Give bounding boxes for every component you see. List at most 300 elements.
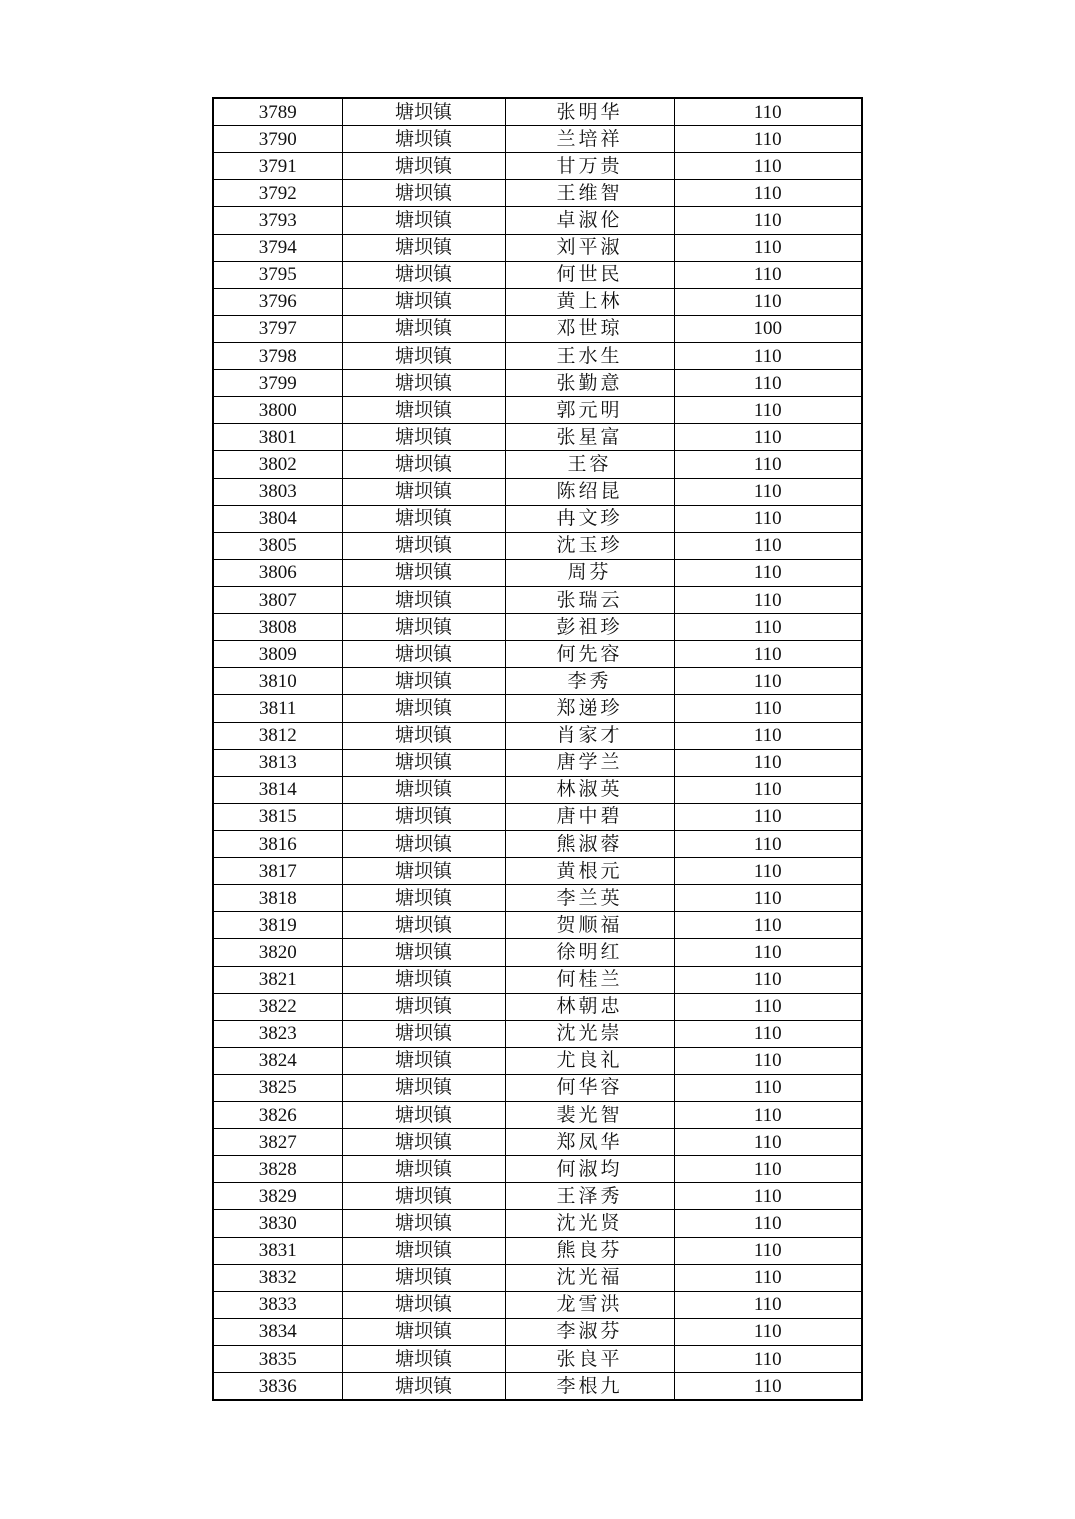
amount-cell [674,1264,862,1291]
table-row [213,180,862,207]
amount-cell [674,858,862,885]
amount-cell-text: 110 [753,1104,782,1126]
person-name-cell-text: 刘平淑 [556,237,623,259]
row-number-cell-text: 3794 [258,237,297,259]
town-cell-text: 塘坝镇 [394,481,452,503]
table-row [213,668,862,695]
town-cell-text: 塘坝镇 [394,1131,452,1153]
amount-cell-text: 110 [753,1077,782,1099]
town-cell [342,234,505,261]
person-name-cell [505,234,674,261]
row-number-cell-text: 3835 [258,1348,297,1370]
amount-cell-text: 110 [753,887,782,909]
person-name-cell [505,586,674,613]
town-cell [342,370,505,397]
table-row [213,1074,862,1101]
person-name-cell [505,912,674,939]
town-cell [342,342,505,369]
row-number-cell [213,1346,342,1373]
person-name-cell [505,966,674,993]
row-number-cell [213,98,342,126]
table-row [213,559,862,586]
person-name-cell-text: 卓淑伦 [556,209,623,231]
row-number-cell [213,1237,342,1264]
person-name-cell [505,1183,674,1210]
person-name-cell [505,1318,674,1345]
amount-cell [674,288,862,315]
row-number-cell-text: 3827 [258,1131,297,1153]
town-cell-text: 塘坝镇 [394,616,452,638]
person-name-cell-text: 李淑芬 [556,1321,623,1343]
table-row [213,1318,862,1345]
amount-cell-text: 110 [753,914,782,936]
person-name-cell [505,1047,674,1074]
table-row [213,1102,862,1129]
amount-cell-text: 110 [753,481,782,503]
row-number-cell-text: 3791 [258,155,297,177]
person-name-cell-text: 郑递珍 [556,697,623,719]
row-number-cell-text: 3819 [258,914,297,936]
amount-cell [674,261,862,288]
row-number-cell-text: 3820 [258,941,297,963]
town-cell-text: 塘坝镇 [394,372,452,394]
amount-cell-text: 110 [753,1131,782,1153]
person-name-cell-text: 尤良礼 [556,1050,623,1072]
person-name-cell-text: 黄上林 [556,291,623,313]
row-number-cell [213,532,342,559]
row-number-cell-text: 3806 [258,562,297,584]
person-name-cell-text: 贺顺福 [556,914,623,936]
row-number-cell-text: 3811 [259,697,297,719]
row-number-cell [213,966,342,993]
person-name-cell [505,505,674,532]
table-row [213,288,862,315]
town-cell-text: 塘坝镇 [394,1023,452,1045]
row-number-cell-text: 3824 [258,1050,297,1072]
amount-cell-text: 110 [753,643,782,665]
town-cell-text: 塘坝镇 [394,155,452,177]
person-name-cell-text: 张星富 [556,426,623,448]
row-number-cell-text: 3789 [258,101,297,123]
roster-table [212,97,863,1401]
town-cell-text: 塘坝镇 [394,670,452,692]
amount-cell [674,1291,862,1318]
amount-cell-text: 110 [753,941,782,963]
person-name-cell [505,885,674,912]
table-row [213,966,862,993]
person-name-cell [505,1156,674,1183]
row-number-cell [213,505,342,532]
town-cell [342,1318,505,1345]
person-name-cell-text: 林朝忠 [556,996,623,1018]
row-number-cell [213,424,342,451]
row-number-cell-text: 3808 [258,616,297,638]
town-cell-text: 塘坝镇 [394,1294,452,1316]
row-number-cell-text: 3829 [258,1185,297,1207]
amount-cell-text: 110 [753,697,782,719]
town-cell [342,722,505,749]
row-number-cell-text: 3822 [258,996,297,1018]
row-number-cell [213,993,342,1020]
row-number-cell-text: 3834 [258,1321,297,1343]
person-name-cell [505,939,674,966]
row-number-cell-text: 3812 [258,725,297,747]
row-number-cell-text: 3795 [258,264,297,286]
person-name-cell-text: 邓世琼 [556,318,623,340]
town-cell-text: 塘坝镇 [394,996,452,1018]
town-cell-text: 塘坝镇 [394,426,452,448]
town-cell [342,397,505,424]
person-name-cell-text: 周芬 [567,562,612,584]
town-cell-text: 塘坝镇 [394,182,452,204]
row-number-cell-text: 3801 [258,426,297,448]
amount-cell [674,1074,862,1101]
row-number-cell-text: 3821 [258,969,297,991]
amount-cell [674,532,862,559]
town-cell-text: 塘坝镇 [394,264,452,286]
person-name-cell [505,207,674,234]
table-row [213,153,862,180]
amount-cell [674,505,862,532]
amount-cell [674,1102,862,1129]
town-cell-text: 塘坝镇 [394,914,452,936]
amount-cell-text: 110 [753,399,782,421]
amount-cell-text: 110 [753,589,782,611]
row-number-cell [213,451,342,478]
amount-cell-text: 110 [753,616,782,638]
table-row [213,614,862,641]
row-number-cell [213,641,342,668]
amount-cell [674,749,862,776]
amount-cell-text: 110 [753,453,782,475]
town-cell [342,1210,505,1237]
table-row [213,1291,862,1318]
table-row [213,98,862,126]
table-row [213,315,862,342]
town-cell-text: 塘坝镇 [394,209,452,231]
row-number-cell-text: 3830 [258,1213,297,1235]
amount-cell-text: 110 [753,209,782,231]
amount-cell-text: 110 [753,1240,782,1262]
town-cell-text: 塘坝镇 [394,291,452,313]
town-cell [342,1156,505,1183]
row-number-cell [213,749,342,776]
town-cell-text: 塘坝镇 [394,345,452,367]
amount-cell [674,234,862,261]
amount-cell-text: 100 [753,318,782,340]
amount-cell-text: 110 [753,345,782,367]
amount-cell [674,695,862,722]
table-row [213,532,862,559]
row-number-cell [213,1020,342,1047]
town-cell [342,1264,505,1291]
person-name-cell-text: 兰培祥 [556,128,623,150]
row-number-cell [213,939,342,966]
table-row [213,1156,862,1183]
town-cell-text: 塘坝镇 [394,860,452,882]
row-number-cell [213,614,342,641]
row-number-cell-text: 3803 [258,481,297,503]
row-number-cell-text: 3816 [258,833,297,855]
person-name-cell-text: 熊淑蓉 [556,833,623,855]
town-cell [342,641,505,668]
row-number-cell-text: 3817 [258,860,297,882]
person-name-cell [505,1237,674,1264]
town-cell [342,939,505,966]
row-number-cell [213,1074,342,1101]
person-name-cell-text: 王容 [567,453,612,475]
town-cell [342,1129,505,1156]
amount-cell-text: 110 [753,806,782,828]
person-name-cell [505,532,674,559]
amount-cell [674,1183,862,1210]
person-name-cell [505,342,674,369]
person-name-cell [505,180,674,207]
amount-cell-text: 110 [753,237,782,259]
amount-cell-text: 110 [753,128,782,150]
row-number-cell-text: 3813 [258,752,297,774]
row-number-cell [213,1210,342,1237]
amount-cell-text: 110 [753,1023,782,1045]
person-name-cell-text: 沈光福 [556,1267,623,1289]
person-name-cell [505,749,674,776]
amount-cell [674,1346,862,1373]
person-name-cell [505,1102,674,1129]
person-name-cell [505,153,674,180]
table-row [213,234,862,261]
amount-cell-text: 110 [753,670,782,692]
person-name-cell [505,1074,674,1101]
amount-cell [674,478,862,505]
town-cell-text: 塘坝镇 [394,535,452,557]
amount-cell [674,153,862,180]
amount-cell [674,668,862,695]
table-row [213,885,862,912]
person-name-cell [505,830,674,857]
amount-cell [674,126,862,153]
person-name-cell [505,668,674,695]
person-name-cell [505,315,674,342]
amount-cell-text: 110 [753,372,782,394]
town-cell-text: 塘坝镇 [394,643,452,665]
amount-cell-text: 110 [753,996,782,1018]
amount-cell [674,803,862,830]
town-cell-text: 塘坝镇 [394,128,452,150]
row-number-cell-text: 3825 [258,1077,297,1099]
row-number-cell-text: 3798 [258,345,297,367]
row-number-cell [213,1047,342,1074]
person-name-cell-text: 何先容 [556,643,623,665]
amount-cell-text: 110 [753,291,782,313]
amount-cell-text: 110 [753,1294,782,1316]
person-name-cell-text: 王水生 [556,345,623,367]
table-row [213,424,862,451]
town-cell [342,858,505,885]
amount-cell-text: 110 [753,508,782,530]
amount-cell [674,586,862,613]
amount-cell-text: 110 [753,752,782,774]
table-row [213,1373,862,1401]
row-number-cell-text: 3814 [258,779,297,801]
table-row [213,478,862,505]
amount-cell-text: 110 [753,725,782,747]
amount-cell-text: 110 [753,860,782,882]
row-number-cell-text: 3828 [258,1158,297,1180]
town-cell-text: 塘坝镇 [394,1321,452,1343]
person-name-cell-text: 郑凤华 [556,1131,623,1153]
amount-cell-text: 110 [753,1185,782,1207]
row-number-cell-text: 3802 [258,453,297,475]
town-cell-text: 塘坝镇 [394,969,452,991]
town-cell-text: 塘坝镇 [394,806,452,828]
town-cell [342,1346,505,1373]
person-name-cell-text: 林淑英 [556,779,623,801]
amount-cell-text: 110 [753,155,782,177]
town-cell [342,586,505,613]
person-name-cell-text: 何世民 [556,264,623,286]
person-name-cell-text: 何淑均 [556,1158,623,1180]
row-number-cell [213,478,342,505]
town-cell [342,966,505,993]
person-name-cell-text: 唐学兰 [556,752,623,774]
person-name-cell [505,98,674,126]
table-row [213,126,862,153]
person-name-cell-text: 唐中碧 [556,806,623,828]
table-row [213,993,862,1020]
row-number-cell-text: 3836 [258,1375,297,1397]
town-cell-text: 塘坝镇 [394,1158,452,1180]
amount-cell [674,776,862,803]
town-cell [342,478,505,505]
table-row [213,1047,862,1074]
person-name-cell-text: 彭祖珍 [556,616,623,638]
amount-cell-text: 110 [753,264,782,286]
table-row [213,397,862,424]
person-name-cell [505,858,674,885]
town-cell [342,1074,505,1101]
town-cell-text: 塘坝镇 [394,697,452,719]
row-number-cell [213,586,342,613]
row-number-cell-text: 3793 [258,209,297,231]
row-number-cell-text: 3818 [258,887,297,909]
person-name-cell-text: 甘万贵 [556,155,623,177]
table-row [213,261,862,288]
town-cell-text: 塘坝镇 [394,1240,452,1262]
table-row [213,722,862,749]
town-cell [342,207,505,234]
town-cell [342,1047,505,1074]
amount-cell [674,1020,862,1047]
amount-cell [674,397,862,424]
row-number-cell [213,153,342,180]
amount-cell [674,451,862,478]
town-cell [342,532,505,559]
person-name-cell-text: 沈玉珍 [556,535,623,557]
table-row [213,586,862,613]
person-name-cell [505,776,674,803]
row-number-cell [213,668,342,695]
row-number-cell-text: 3831 [258,1240,297,1262]
table-row [213,342,862,369]
person-name-cell [505,424,674,451]
amount-cell [674,342,862,369]
town-cell-text: 塘坝镇 [394,237,452,259]
amount-cell [674,180,862,207]
row-number-cell [213,288,342,315]
row-number-cell-text: 3810 [258,670,297,692]
town-cell [342,1102,505,1129]
town-cell-text: 塘坝镇 [394,1077,452,1099]
table-row [213,1346,862,1373]
town-cell-text: 塘坝镇 [394,779,452,801]
row-number-cell-text: 3790 [258,128,297,150]
town-cell [342,749,505,776]
town-cell-text: 塘坝镇 [394,318,452,340]
row-number-cell [213,207,342,234]
row-number-cell [213,559,342,586]
table-row [213,1129,862,1156]
row-number-cell-text: 3832 [258,1267,297,1289]
amount-cell-text: 110 [753,1213,782,1235]
row-number-cell-text: 3796 [258,291,297,313]
amount-cell [674,559,862,586]
person-name-cell-text: 沈光贤 [556,1213,623,1235]
amount-cell-text: 110 [753,426,782,448]
amount-cell-text: 110 [753,1321,782,1343]
town-cell [342,1373,505,1401]
person-name-cell [505,1020,674,1047]
amount-cell [674,424,862,451]
row-number-cell [213,397,342,424]
town-cell-text: 塘坝镇 [394,752,452,774]
row-number-cell [213,261,342,288]
table-row [213,912,862,939]
amount-cell [674,830,862,857]
person-name-cell [505,1210,674,1237]
person-name-cell-text: 郭元明 [556,399,623,421]
town-cell [342,830,505,857]
table-row [213,207,862,234]
table-row [213,695,862,722]
row-number-cell [213,1318,342,1345]
town-cell [342,505,505,532]
row-number-cell [213,1156,342,1183]
row-number-cell-text: 3804 [258,508,297,530]
person-name-cell-text: 冉文珍 [556,508,623,530]
row-number-cell-text: 3805 [258,535,297,557]
town-cell-text: 塘坝镇 [394,941,452,963]
table-row [213,858,862,885]
row-number-cell-text: 3826 [258,1104,297,1126]
town-cell [342,261,505,288]
table-row [213,370,862,397]
town-cell-text: 塘坝镇 [394,1213,452,1235]
table-row [213,1183,862,1210]
row-number-cell-text: 3809 [258,643,297,665]
person-name-cell-text: 肖家才 [556,725,623,747]
town-cell [342,153,505,180]
amount-cell [674,1373,862,1401]
amount-cell [674,1156,862,1183]
town-cell-text: 塘坝镇 [394,1375,452,1397]
table-row [213,451,862,478]
amount-cell [674,1237,862,1264]
table-row [213,749,862,776]
table-row [213,939,862,966]
town-cell [342,559,505,586]
row-number-cell-text: 3833 [258,1294,297,1316]
town-cell-text: 塘坝镇 [394,399,452,421]
